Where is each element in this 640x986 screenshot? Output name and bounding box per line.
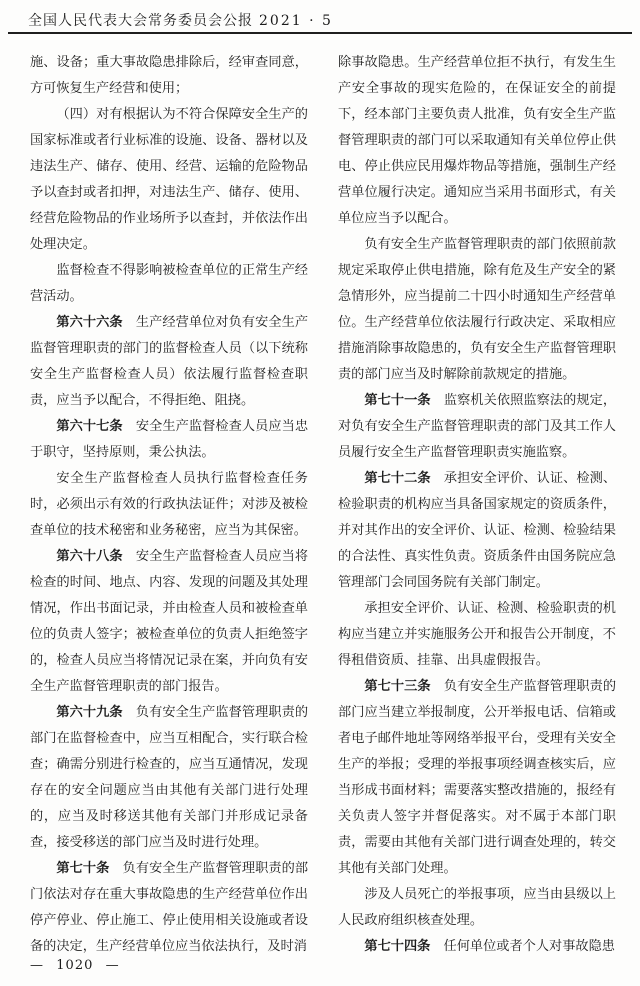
law-paragraph: [338, 596, 616, 674]
paragraph-text: 负有安全生产监督管理职责的部门在监督检查中，应当互相配合，实行联合检查；确需分别进行检查的，应当互通情况，发现存在的安全问题应当由其他有关部门进行处理的，应当及时移送其他有关部门并形成记录备查，接受移送的部门应当及时进行处理。: [30, 705, 309, 850]
paragraph-text: 安全生产监督检查人员应当将检查的时间、地点、内容、发现的问题及其处理情况，作出书面记录，并由检查人员和被检查单位的负责人签字；被检查单位的负责人拒绝签字的，检查人员应当将情况记录在案，并向负有安全生产监督管理职责的部门报告。: [30, 549, 309, 694]
paragraph-text: （四）对有根据认为不符合保障安全生产的国家标准或者行业标准的设施、设备、器材以及违法生产、储存、使用、经营、运输的危险物品予以查封或者扣押，对违法生产、储存、使用、经营危险物品的作业场所予以查封，并依法作出处理决定。: [30, 107, 308, 252]
paragraph-text: 除事故隐患。生产经营单位拒不执行，有发生生产安全事故的现实危险的，在保证安全的前提下，经本部门主要负责人批准，负有安全生产监督管理职责的部门可以采取通知有关单位停止供电、停止供应民用爆炸物品等措施，强制生产经营单位履行决定。通知应当采用书面形式，有关单位应当予以配合。: [338, 55, 616, 226]
article-number: 第六十七条: [56, 419, 123, 434]
page-number: — 1020 —: [30, 958, 120, 973]
article-number: 第七十一条: [364, 393, 431, 408]
article-number: 第七十三条: [364, 679, 431, 694]
paragraph-text: 负有安全生产监督管理职责的部门依法对存在重大事故隐患的生产经营单位作出停产停业、停止施工、停止使用相关设施或者设备的决定，生产经营单位应当依法执行，及时消: [30, 861, 309, 954]
article-paragraph: [338, 674, 616, 882]
article-paragraph: [30, 414, 308, 466]
article-paragraph: [338, 934, 616, 960]
article-paragraph: [338, 466, 616, 596]
paragraph-text: 负有安全生产监督管理职责的部门应当建立举报制度，公开举报电话、信箱或者电子邮件地址等网络举报平台，受理有关安全生产的举报；受理的举报事项经调查核实后，应当形成书面材料；需要落实整改措施的，报经有关负责人签字并督促落实。对不属于本部门职责，需要由其他有关部门进行调查处理的，转交其他有关部门处理。: [338, 679, 617, 876]
law-paragraph: [30, 50, 308, 102]
paragraph-text: 任何单位或者个人对事故隐患: [443, 939, 615, 954]
text-column-right: [338, 50, 616, 960]
article-number: 第七十二条: [364, 471, 431, 486]
law-paragraph: [30, 102, 308, 258]
article-paragraph: [30, 856, 308, 960]
paragraph-text: 负有安全生产监督管理职责的部门依照前款规定采取停止供电措施，除有危及生产安全的紧急情形外，应当提前二十四小时通知生产经营单位。生产经营单位依法履行行政决定、采取相应措施消除事故隐患的，负有安全生产监督管理职责的部门应当及时解除前款规定的措施。: [338, 237, 616, 382]
article-paragraph: [30, 700, 308, 856]
article-number: 第六十八条: [56, 549, 123, 564]
paragraph-text: 监察机关依照监察法的规定，对负有安全生产监督管理职责的部门及其工作人员履行安全生产监督管理职责实施监察。: [338, 393, 617, 460]
article-number: 第七十条: [56, 861, 110, 876]
text-column-left: [30, 50, 308, 960]
article-number: 第七十四条: [364, 939, 431, 954]
paragraph-text: 承担安全评价、认证、检测、检验职责的机构应当建立并实施服务公开和报告公开制度，不得租借资质、挂靠、出具虚假报告。: [338, 601, 616, 668]
header-title: 全国人民代表大会常务委员会公报: [28, 13, 253, 29]
paragraph-text: 安全生产监督检查人员执行监督检查任务时，必须出示有效的行政执法证件；对涉及被检查单位的技术秘密和业务秘密，应当为其保密。: [30, 471, 308, 538]
law-paragraph: [30, 466, 308, 544]
article-number: 第六十六条: [56, 315, 123, 330]
page-header: [28, 10, 333, 30]
paragraph-text: 安全生产监督检查人员应当忠于职守，坚持原则，秉公执法。: [30, 419, 309, 460]
paragraph-text: 承担安全评价、认证、检测、检验职责的机构应当具备国家规定的资质条件，并对其作出的安全评价、认证、检测、检验结果的合法性、真实性负责。资质条件由国务院应急管理部门会同国务院有关部门制定。: [338, 471, 617, 590]
paragraph-text: 涉及人员死亡的举报事项，应当由县级以上人民政府组织核查处理。: [338, 887, 616, 928]
two-column-text-area: [30, 50, 616, 960]
paragraph-text: 生产经营单位对负有安全生产监督管理职责的部门的监督检查人员（以下统称安全生产监督检查人员）依法履行监督检查职责，应当予以配合，不得拒绝、阻挠。: [30, 315, 309, 408]
law-paragraph: [338, 50, 616, 232]
article-paragraph: [338, 388, 616, 466]
article-paragraph: [30, 544, 308, 700]
law-paragraph: [338, 232, 616, 388]
paragraph-text: 监督检查不得影响被检查单位的正常生产经营活动。: [30, 263, 308, 304]
header-issue-number: 2021 · 5: [259, 13, 333, 29]
header-divider-rule: [8, 32, 632, 34]
article-number: 第六十九条: [56, 705, 123, 720]
law-paragraph: [30, 258, 308, 310]
paragraph-text: 施、设备；重大事故隐患排除后，经审查同意，方可恢复生产经营和使用；: [30, 55, 308, 96]
article-paragraph: [30, 310, 308, 414]
law-paragraph: [338, 882, 616, 934]
